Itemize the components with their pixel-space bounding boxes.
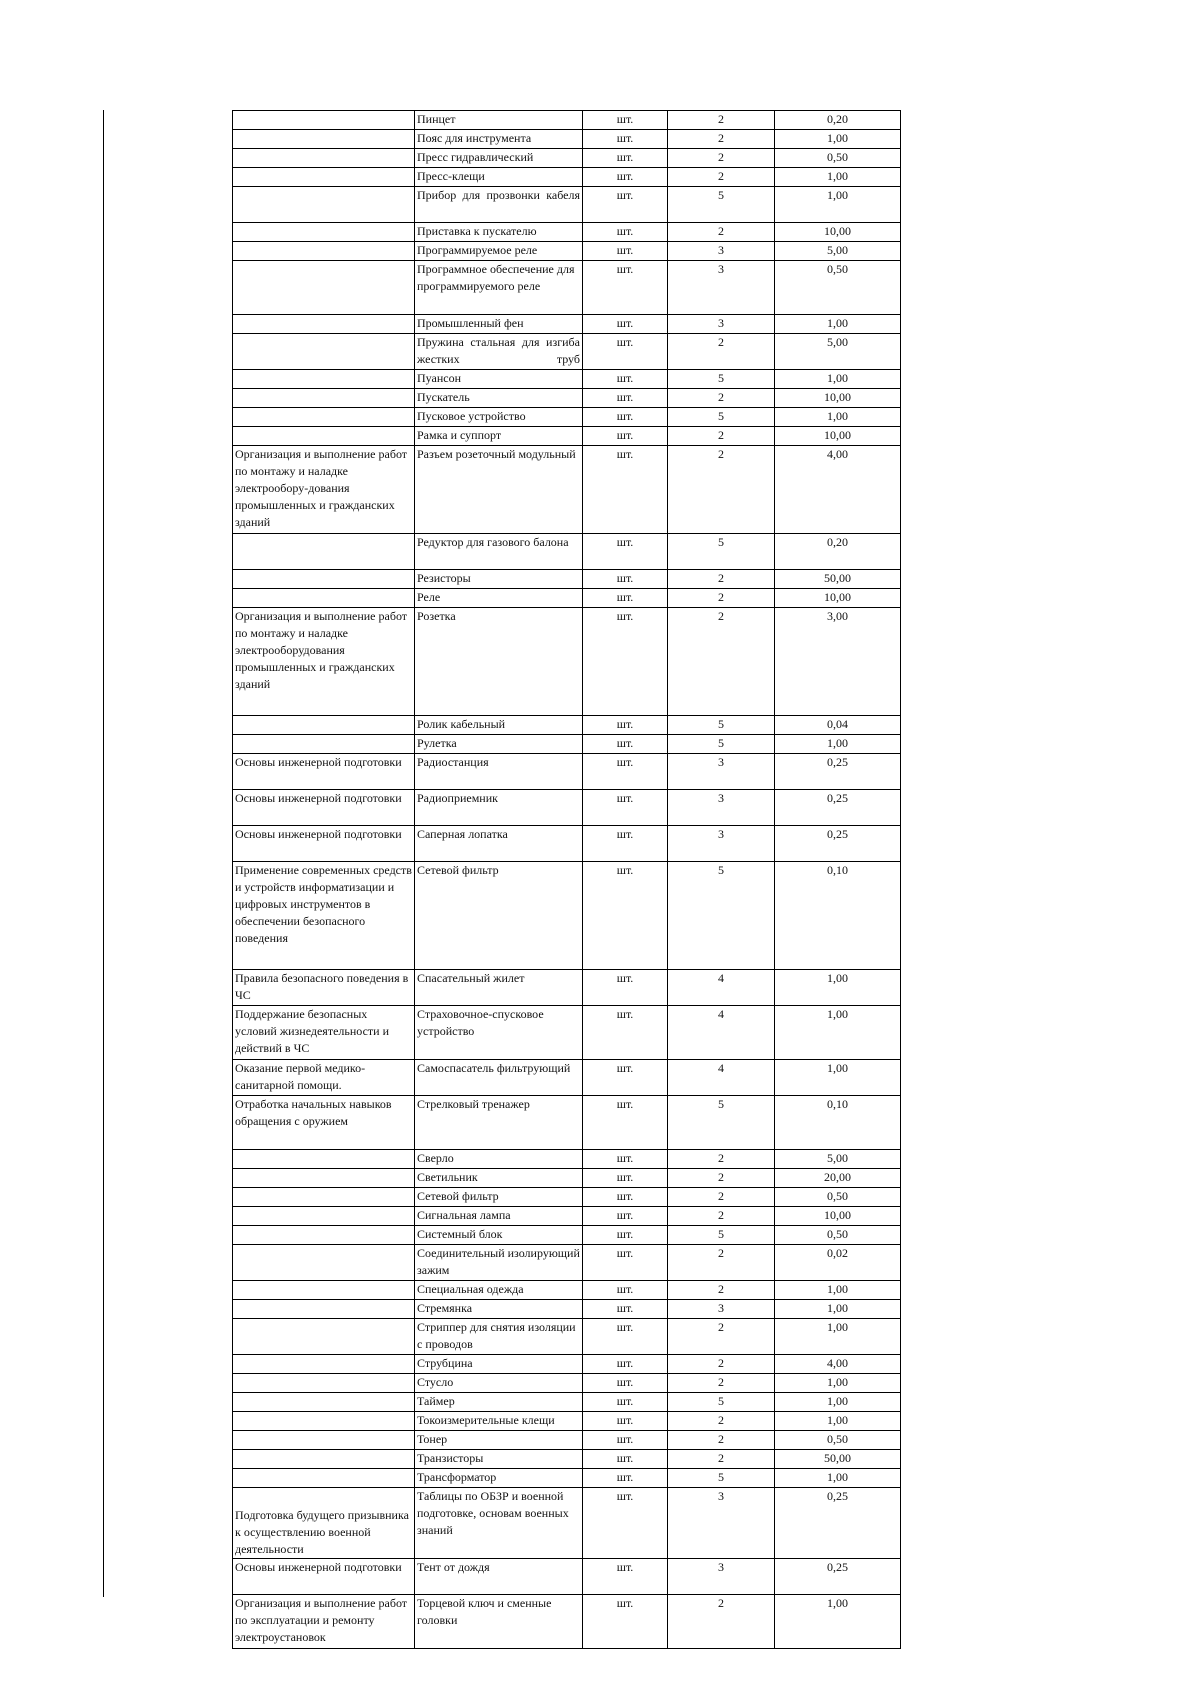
item-name-cell: Реле bbox=[415, 589, 583, 608]
discipline-cell bbox=[233, 1319, 415, 1355]
value-cell: 1,00 bbox=[775, 130, 901, 149]
unit-cell: шт. bbox=[583, 1006, 668, 1060]
quantity-cell: 2 bbox=[668, 334, 775, 370]
value-cell: 10,00 bbox=[775, 589, 901, 608]
item-name-cell: Радиостанция bbox=[415, 754, 583, 790]
discipline-cell: Отработка начальных навыков обращения с оружием bbox=[233, 1096, 415, 1150]
unit-cell: шт. bbox=[583, 261, 668, 315]
unit-cell: шт. bbox=[583, 130, 668, 149]
discipline-cell: Оказание первой медико-санитарной помощи. bbox=[233, 1060, 415, 1096]
discipline-cell bbox=[233, 130, 415, 149]
unit-cell: шт. bbox=[583, 1245, 668, 1281]
unit-cell: шт. bbox=[583, 1169, 668, 1188]
item-name-cell: Резисторы bbox=[415, 570, 583, 589]
table-row bbox=[233, 315, 901, 334]
quantity-cell: 2 bbox=[668, 389, 775, 408]
item-name-cell: Страховочное-спусковое устройство bbox=[415, 1006, 583, 1060]
quantity-cell: 2 bbox=[668, 1355, 775, 1374]
item-name-cell: Стрелковый тренажер bbox=[415, 1096, 583, 1150]
item-name-cell: Промышленный фен bbox=[415, 315, 583, 334]
discipline-cell: Основы инженерной подготовки bbox=[233, 1559, 415, 1595]
quantity-cell: 2 bbox=[668, 1412, 775, 1431]
item-name-cell: Стусло bbox=[415, 1374, 583, 1393]
value-cell: 1,00 bbox=[775, 370, 901, 389]
quantity-cell: 2 bbox=[668, 1150, 775, 1169]
discipline-cell bbox=[233, 1431, 415, 1450]
table-row bbox=[233, 1559, 901, 1595]
table-row bbox=[233, 111, 901, 130]
item-name-cell: Соединительный изолирующий зажим bbox=[415, 1245, 583, 1281]
value-cell: 0,25 bbox=[775, 754, 901, 790]
value-cell: 1,00 bbox=[775, 735, 901, 754]
unit-cell: шт. bbox=[583, 149, 668, 168]
discipline-cell bbox=[233, 1169, 415, 1188]
quantity-cell: 2 bbox=[668, 168, 775, 187]
quantity-cell: 3 bbox=[668, 1300, 775, 1319]
table-row bbox=[233, 223, 901, 242]
discipline-cell bbox=[233, 261, 415, 315]
unit-cell: шт. bbox=[583, 534, 668, 570]
table-row bbox=[233, 370, 901, 389]
table-row bbox=[233, 1096, 901, 1150]
discipline-cell: Организация и выполнение работ по монтажу и наладке электрообору-дования промышленных и гражданских зданий bbox=[233, 446, 415, 534]
item-name-cell: Струбцина bbox=[415, 1355, 583, 1374]
table-row bbox=[233, 735, 901, 754]
item-name-cell: Радиоприемник bbox=[415, 790, 583, 826]
unit-cell: шт. bbox=[583, 735, 668, 754]
discipline-cell bbox=[233, 334, 415, 370]
unit-cell: шт. bbox=[583, 1393, 668, 1412]
table-row bbox=[233, 168, 901, 187]
quantity-cell: 5 bbox=[668, 1226, 775, 1245]
item-name-cell: Светильник bbox=[415, 1169, 583, 1188]
table-row bbox=[233, 1450, 901, 1469]
table-row bbox=[233, 1281, 901, 1300]
unit-cell: шт. bbox=[583, 1469, 668, 1488]
item-name-cell: Тент от дождя bbox=[415, 1559, 583, 1595]
table-row bbox=[233, 1595, 901, 1649]
table-row bbox=[233, 1393, 901, 1412]
unit-cell: шт. bbox=[583, 790, 668, 826]
discipline-cell bbox=[233, 149, 415, 168]
value-cell: 0,50 bbox=[775, 261, 901, 315]
unit-cell: шт. bbox=[583, 1207, 668, 1226]
table-row bbox=[233, 1226, 901, 1245]
item-name-cell: Стремянка bbox=[415, 1300, 583, 1319]
item-name-cell: Сверло bbox=[415, 1150, 583, 1169]
unit-cell: шт. bbox=[583, 242, 668, 261]
table-row bbox=[233, 408, 901, 427]
unit-cell: шт. bbox=[583, 1488, 668, 1559]
table-row bbox=[233, 589, 901, 608]
item-name-cell: Прибор для прозвонки кабеля bbox=[415, 187, 583, 223]
discipline-cell bbox=[233, 716, 415, 735]
quantity-cell: 2 bbox=[668, 427, 775, 446]
value-cell: 0,25 bbox=[775, 1559, 901, 1595]
value-cell: 1,00 bbox=[775, 1060, 901, 1096]
table-row bbox=[233, 187, 901, 223]
quantity-cell: 4 bbox=[668, 1060, 775, 1096]
value-cell: 0,02 bbox=[775, 1245, 901, 1281]
quantity-cell: 5 bbox=[668, 408, 775, 427]
table-row bbox=[233, 970, 901, 1006]
inventory-table bbox=[232, 110, 901, 1649]
item-name-cell: Программируемое реле bbox=[415, 242, 583, 261]
table-row bbox=[233, 1150, 901, 1169]
value-cell: 1,00 bbox=[775, 408, 901, 427]
item-name-cell: Сетевой фильтр bbox=[415, 862, 583, 970]
unit-cell: шт. bbox=[583, 427, 668, 446]
discipline-cell bbox=[233, 315, 415, 334]
quantity-cell: 5 bbox=[668, 862, 775, 970]
unit-cell: шт. bbox=[583, 334, 668, 370]
item-name-cell: Рулетка bbox=[415, 735, 583, 754]
value-cell: 0,50 bbox=[775, 149, 901, 168]
table-row bbox=[233, 1060, 901, 1096]
unit-cell: шт. bbox=[583, 716, 668, 735]
table-row bbox=[233, 1300, 901, 1319]
item-name-cell: Программное обеспечение для программируемого реле bbox=[415, 261, 583, 315]
value-cell: 10,00 bbox=[775, 427, 901, 446]
item-name-cell: Разъем розеточный модульный bbox=[415, 446, 583, 534]
value-cell: 0,50 bbox=[775, 1188, 901, 1207]
unit-cell: шт. bbox=[583, 570, 668, 589]
discipline-cell: Основы инженерной подготовки bbox=[233, 826, 415, 862]
value-cell: 0,10 bbox=[775, 862, 901, 970]
unit-cell: шт. bbox=[583, 1226, 668, 1245]
quantity-cell: 4 bbox=[668, 970, 775, 1006]
discipline-cell bbox=[233, 427, 415, 446]
unit-cell: шт. bbox=[583, 408, 668, 427]
table-row bbox=[233, 1006, 901, 1060]
discipline-cell bbox=[233, 1150, 415, 1169]
quantity-cell: 5 bbox=[668, 370, 775, 389]
value-cell: 0,50 bbox=[775, 1226, 901, 1245]
value-cell: 0,50 bbox=[775, 1431, 901, 1450]
item-name-cell: Приставка к пускателю bbox=[415, 223, 583, 242]
quantity-cell: 3 bbox=[668, 315, 775, 334]
discipline-cell bbox=[233, 1374, 415, 1393]
unit-cell: шт. bbox=[583, 1431, 668, 1450]
discipline-cell: Основы инженерной подготовки bbox=[233, 754, 415, 790]
item-name-cell: Стриппер для снятия изоляции с проводов bbox=[415, 1319, 583, 1355]
value-cell: 1,00 bbox=[775, 1412, 901, 1431]
unit-cell: шт. bbox=[583, 1188, 668, 1207]
quantity-cell: 2 bbox=[668, 1207, 775, 1226]
item-name-cell: Системный блок bbox=[415, 1226, 583, 1245]
unit-cell: шт. bbox=[583, 315, 668, 334]
discipline-cell bbox=[233, 111, 415, 130]
unit-cell: шт. bbox=[583, 1150, 668, 1169]
value-cell: 1,00 bbox=[775, 187, 901, 223]
quantity-cell: 2 bbox=[668, 1595, 775, 1649]
value-cell: 1,00 bbox=[775, 970, 901, 1006]
table-row bbox=[233, 790, 901, 826]
item-name-cell: Торцевой ключ и сменные головки bbox=[415, 1595, 583, 1649]
table-row bbox=[233, 754, 901, 790]
discipline-cell bbox=[233, 1226, 415, 1245]
item-name-cell: Саперная лопатка bbox=[415, 826, 583, 862]
unit-cell: шт. bbox=[583, 111, 668, 130]
quantity-cell: 3 bbox=[668, 1488, 775, 1559]
table-row bbox=[233, 149, 901, 168]
discipline-cell bbox=[233, 1355, 415, 1374]
item-name-cell: Рамка и суппорт bbox=[415, 427, 583, 446]
quantity-cell: 2 bbox=[668, 111, 775, 130]
item-name-cell: Пружина стальная для изгиба жестких труб bbox=[415, 334, 583, 370]
discipline-cell bbox=[233, 389, 415, 408]
value-cell: 5,00 bbox=[775, 242, 901, 261]
table-row bbox=[233, 1488, 901, 1559]
value-cell: 3,00 bbox=[775, 608, 901, 716]
quantity-cell: 3 bbox=[668, 754, 775, 790]
value-cell: 0,25 bbox=[775, 826, 901, 862]
quantity-cell: 2 bbox=[668, 570, 775, 589]
table-row bbox=[233, 1431, 901, 1450]
discipline-cell: Поддержание безопасных условий жизнедеятельности и действий в ЧС bbox=[233, 1006, 415, 1060]
value-cell: 0,04 bbox=[775, 716, 901, 735]
quantity-cell: 5 bbox=[668, 1096, 775, 1150]
item-name-cell: Токоизмерительные клещи bbox=[415, 1412, 583, 1431]
discipline-cell bbox=[233, 408, 415, 427]
quantity-cell: 3 bbox=[668, 790, 775, 826]
table-row bbox=[233, 446, 901, 534]
quantity-cell: 5 bbox=[668, 716, 775, 735]
table-row bbox=[233, 130, 901, 149]
quantity-cell: 2 bbox=[668, 223, 775, 242]
quantity-cell: 4 bbox=[668, 1006, 775, 1060]
table-row bbox=[233, 570, 901, 589]
table-row bbox=[233, 1412, 901, 1431]
item-name-cell: Пояс для инструмента bbox=[415, 130, 583, 149]
table-row bbox=[233, 716, 901, 735]
item-name-cell: Пускатель bbox=[415, 389, 583, 408]
value-cell: 0,25 bbox=[775, 790, 901, 826]
unit-cell: шт. bbox=[583, 187, 668, 223]
table-row bbox=[233, 1374, 901, 1393]
discipline-cell bbox=[233, 534, 415, 570]
value-cell: 20,00 bbox=[775, 1169, 901, 1188]
discipline-cell bbox=[233, 735, 415, 754]
quantity-cell: 3 bbox=[668, 261, 775, 315]
quantity-cell: 3 bbox=[668, 1559, 775, 1595]
unit-cell: шт. bbox=[583, 862, 668, 970]
quantity-cell: 2 bbox=[668, 608, 775, 716]
value-cell: 5,00 bbox=[775, 334, 901, 370]
value-cell: 50,00 bbox=[775, 1450, 901, 1469]
quantity-cell: 2 bbox=[668, 1319, 775, 1355]
unit-cell: шт. bbox=[583, 223, 668, 242]
item-name-cell: Редуктор для газового балона bbox=[415, 534, 583, 570]
quantity-cell: 2 bbox=[668, 130, 775, 149]
discipline-cell bbox=[233, 1450, 415, 1469]
value-cell: 10,00 bbox=[775, 223, 901, 242]
value-cell: 5,00 bbox=[775, 1150, 901, 1169]
item-name-cell: Специальная одежда bbox=[415, 1281, 583, 1300]
table-row bbox=[233, 1469, 901, 1488]
unit-cell: шт. bbox=[583, 1060, 668, 1096]
unit-cell: шт. bbox=[583, 589, 668, 608]
item-name-cell: Таблицы по ОБЗР и военной подготовке, основам военных знаний bbox=[415, 1488, 583, 1559]
quantity-cell: 2 bbox=[668, 589, 775, 608]
item-name-cell: Самоспасатель фильтрующий bbox=[415, 1060, 583, 1096]
quantity-cell: 2 bbox=[668, 1374, 775, 1393]
value-cell: 50,00 bbox=[775, 570, 901, 589]
quantity-cell: 2 bbox=[668, 1245, 775, 1281]
discipline-cell bbox=[233, 1300, 415, 1319]
discipline-cell bbox=[233, 223, 415, 242]
table-row bbox=[233, 389, 901, 408]
value-cell: 4,00 bbox=[775, 446, 901, 534]
discipline-cell: Подготовка будущего призывника к осуществлению военной деятельности bbox=[233, 1488, 415, 1559]
value-cell: 0,25 bbox=[775, 1488, 901, 1559]
item-name-cell: Сигнальная лампа bbox=[415, 1207, 583, 1226]
item-name-cell: Таймер bbox=[415, 1393, 583, 1412]
unit-cell: шт. bbox=[583, 370, 668, 389]
discipline-cell bbox=[233, 1188, 415, 1207]
table-row bbox=[233, 1245, 901, 1281]
item-name-cell: Пресс-клещи bbox=[415, 168, 583, 187]
value-cell: 10,00 bbox=[775, 389, 901, 408]
value-cell: 4,00 bbox=[775, 1355, 901, 1374]
table-row bbox=[233, 608, 901, 716]
value-cell: 1,00 bbox=[775, 1595, 901, 1649]
discipline-cell: Основы инженерной подготовки bbox=[233, 790, 415, 826]
unit-cell: шт. bbox=[583, 1319, 668, 1355]
unit-cell: шт. bbox=[583, 1412, 668, 1431]
value-cell: 1,00 bbox=[775, 315, 901, 334]
discipline-cell bbox=[233, 1412, 415, 1431]
discipline-cell bbox=[233, 187, 415, 223]
unit-cell: шт. bbox=[583, 1595, 668, 1649]
unit-cell: шт. bbox=[583, 1374, 668, 1393]
unit-cell: шт. bbox=[583, 446, 668, 534]
value-cell: 10,00 bbox=[775, 1207, 901, 1226]
unit-cell: шт. bbox=[583, 168, 668, 187]
table-row bbox=[233, 334, 901, 370]
quantity-cell: 5 bbox=[668, 735, 775, 754]
quantity-cell: 3 bbox=[668, 242, 775, 261]
discipline-cell bbox=[233, 1393, 415, 1412]
table-row bbox=[233, 1319, 901, 1355]
value-cell: 1,00 bbox=[775, 168, 901, 187]
item-name-cell: Тонер bbox=[415, 1431, 583, 1450]
unit-cell: шт. bbox=[583, 1450, 668, 1469]
unit-cell: шт. bbox=[583, 1559, 668, 1595]
table-row bbox=[233, 534, 901, 570]
discipline-cell bbox=[233, 168, 415, 187]
discipline-cell: Организация и выполнение работ по эксплуатации и ремонту электроустановок bbox=[233, 1595, 415, 1649]
unit-cell: шт. bbox=[583, 826, 668, 862]
table-row bbox=[233, 1355, 901, 1374]
value-cell: 0,20 bbox=[775, 111, 901, 130]
item-name-cell: Сетевой фильтр bbox=[415, 1188, 583, 1207]
table-row bbox=[233, 1169, 901, 1188]
quantity-cell: 2 bbox=[668, 1188, 775, 1207]
item-name-cell: Спасательный жилет bbox=[415, 970, 583, 1006]
discipline-cell bbox=[233, 242, 415, 261]
value-cell: 1,00 bbox=[775, 1300, 901, 1319]
discipline-cell bbox=[233, 1245, 415, 1281]
quantity-cell: 3 bbox=[668, 826, 775, 862]
value-cell: 1,00 bbox=[775, 1006, 901, 1060]
item-name-cell: Пусковое устройство bbox=[415, 408, 583, 427]
discipline-cell: Правила безопасного поведения в ЧС bbox=[233, 970, 415, 1006]
quantity-cell: 5 bbox=[668, 187, 775, 223]
unit-cell: шт. bbox=[583, 608, 668, 716]
discipline-cell bbox=[233, 370, 415, 389]
page-margin-line bbox=[103, 110, 104, 1597]
table-row bbox=[233, 862, 901, 970]
unit-cell: шт. bbox=[583, 970, 668, 1006]
discipline-cell bbox=[233, 1281, 415, 1300]
discipline-cell: Организация и выполнение работ по монтажу и наладке электрооборудования промышленных и гражданских зданий bbox=[233, 608, 415, 716]
quantity-cell: 5 bbox=[668, 534, 775, 570]
value-cell: 1,00 bbox=[775, 1374, 901, 1393]
quantity-cell: 2 bbox=[668, 1169, 775, 1188]
value-cell: 1,00 bbox=[775, 1319, 901, 1355]
unit-cell: шт. bbox=[583, 1096, 668, 1150]
item-name-cell: Трансформатор bbox=[415, 1469, 583, 1488]
item-name-cell: Пинцет bbox=[415, 111, 583, 130]
quantity-cell: 2 bbox=[668, 1450, 775, 1469]
inventory-table-body bbox=[233, 111, 901, 1649]
table-row bbox=[233, 427, 901, 446]
discipline-cell bbox=[233, 570, 415, 589]
value-cell: 1,00 bbox=[775, 1393, 901, 1412]
value-cell: 1,00 bbox=[775, 1281, 901, 1300]
value-cell: 1,00 bbox=[775, 1469, 901, 1488]
quantity-cell: 2 bbox=[668, 1431, 775, 1450]
discipline-cell: Применение современных средств и устройств информатизации и цифровых инструментов в обеспечении безопасного поведения bbox=[233, 862, 415, 970]
table-row bbox=[233, 261, 901, 315]
discipline-cell bbox=[233, 1207, 415, 1226]
item-name-cell: Транзисторы bbox=[415, 1450, 583, 1469]
quantity-cell: 2 bbox=[668, 446, 775, 534]
discipline-cell bbox=[233, 1469, 415, 1488]
unit-cell: шт. bbox=[583, 1300, 668, 1319]
unit-cell: шт. bbox=[583, 754, 668, 790]
unit-cell: шт. bbox=[583, 1355, 668, 1374]
item-name-cell: Пресс гидравлический bbox=[415, 149, 583, 168]
unit-cell: шт. bbox=[583, 389, 668, 408]
table-row bbox=[233, 242, 901, 261]
item-name-cell: Розетка bbox=[415, 608, 583, 716]
quantity-cell: 2 bbox=[668, 149, 775, 168]
table-row bbox=[233, 1188, 901, 1207]
quantity-cell: 5 bbox=[668, 1469, 775, 1488]
item-name-cell: Ролик кабельный bbox=[415, 716, 583, 735]
value-cell: 0,20 bbox=[775, 534, 901, 570]
table-row bbox=[233, 826, 901, 862]
unit-cell: шт. bbox=[583, 1281, 668, 1300]
table-row bbox=[233, 1207, 901, 1226]
value-cell: 0,10 bbox=[775, 1096, 901, 1150]
discipline-cell bbox=[233, 589, 415, 608]
item-name-cell: Пуансон bbox=[415, 370, 583, 389]
quantity-cell: 2 bbox=[668, 1281, 775, 1300]
quantity-cell: 5 bbox=[668, 1393, 775, 1412]
